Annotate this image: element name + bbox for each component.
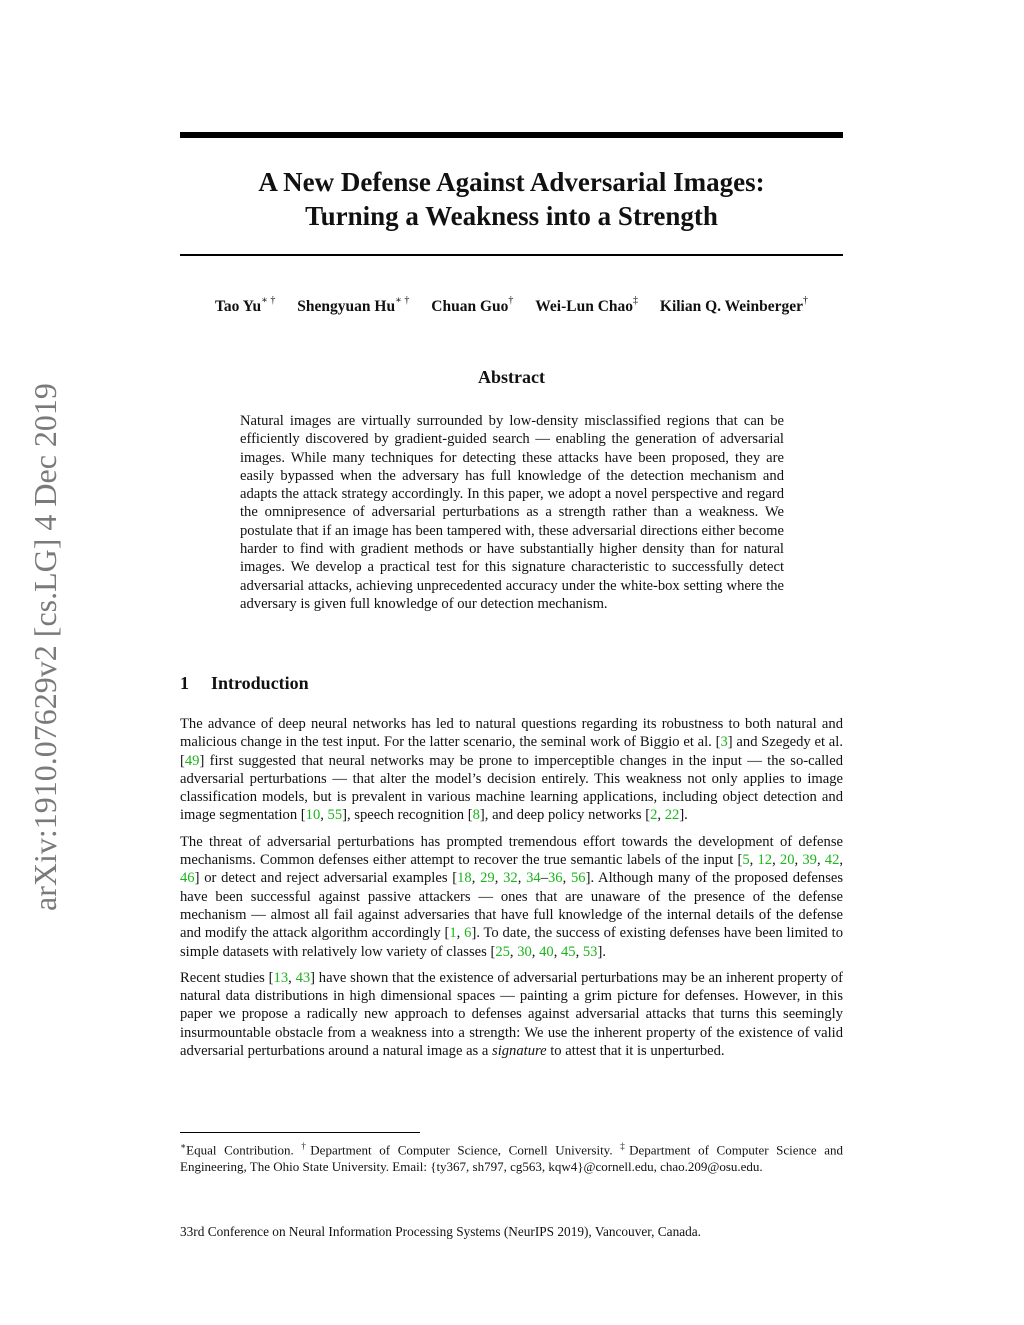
author-name: Tao Yu <box>215 298 262 315</box>
footnote-mark: ‡ <box>620 1141 630 1151</box>
paragraph-text: , <box>657 807 665 824</box>
footnote-mark: † <box>301 1141 311 1151</box>
title-line-1: A New Defense Against Adversarial Images: <box>258 167 765 197</box>
abstract-text: Natural images are virtually surrounded by low-density misclassified regions that can be efficiently discovered by gradient-guided search — enabling the generation of adversarial images. While many techniques for detecting these attacks have been proposed, they are easily bypassed when the adversary has full knowledge of the detection mechanism and adapts the attack strategy accordingly. In this paper, we adopt a novel perspective and regard the omnipresence of adversarial perturbations as a strength rather than a weakness. We postulate that if an image has been tampered with, these adversarial directions either become harder to find with gradient methods or have substantially higher density than for natural images. We develop a practical test for this signature characteristic to successfully detect adversarial attacks, achieving unprecedented accuracy under the white-box setting where the adversary is given full knowledge of our detection mechanism. <box>240 413 784 612</box>
paragraph-text: , <box>562 870 571 887</box>
paragraph-text: , <box>839 852 844 869</box>
paragraph-text: The threat of adversarial perturbations has prompted tremendous effort towards the development of defense mechanisms. Common defenses either attempt to recover the true semantic labels of the input [ <box>180 833 843 869</box>
paper-title <box>180 165 843 233</box>
author-affiliation-mark: ∗ † <box>395 295 410 306</box>
citation-link[interactable]: 53 <box>582 943 598 960</box>
footnote-rule <box>180 1132 420 1133</box>
paragraph-text: , <box>531 943 540 960</box>
author-affiliation-mark: ‡ <box>633 295 639 306</box>
citation-link[interactable]: 45 <box>560 943 576 960</box>
citation-link[interactable]: 34 <box>526 870 541 887</box>
citation-link[interactable]: 20 <box>779 852 795 869</box>
author <box>297 295 410 315</box>
author-name: Shengyuan Hu <box>297 298 396 315</box>
citation-link[interactable]: 5 <box>742 852 750 869</box>
citation-link[interactable]: 36 <box>548 870 563 887</box>
paragraph <box>180 833 843 961</box>
citation-link[interactable]: 25 <box>495 943 510 960</box>
footnote-text: Department of Computer Science, Cornell University. <box>310 1142 621 1158</box>
paragraph-text: to attest that it is unperturbed. <box>546 1043 725 1060</box>
author-name: Chuan Guo <box>431 298 509 315</box>
paragraph-text: The advance of deep neural networks has led to natural questions regarding its robustness to both natural and malicious change in the test input. For the latter scenario, the seminal work of Biggio et al. [ <box>180 716 843 751</box>
author-affiliation-mark: † <box>802 295 808 306</box>
paragraph-text: Recent studies [ <box>180 969 274 986</box>
paragraph-text: ]. To date, the success of existing defenses have been limited to simple datasets with relatively low variety of classes [ <box>180 925 843 960</box>
paragraph-text: ] and Szegedy et al. [ <box>180 734 843 769</box>
paragraph-text: , <box>494 870 504 887</box>
citation-link[interactable]: 49 <box>184 752 200 769</box>
author-affiliation-mark: † <box>508 295 514 306</box>
paragraph-text: , <box>456 925 465 942</box>
paragraph-text: , <box>816 852 825 869</box>
citation-link[interactable]: 56 <box>571 870 586 887</box>
paragraph-text: ] first suggested that neural networks may be prone to imperceptible changes in the input — the so-called adversarial perturbations — that alter the model’s decision entirely. This weakness not only applies to image classification models, but is prevalent in various machine learning applications, including object detection and image segmentation [ <box>180 752 843 824</box>
citation-link[interactable]: 40 <box>539 943 554 960</box>
paragraph-text: , <box>772 852 780 869</box>
author <box>535 295 639 315</box>
footnote-mark: ∗ <box>180 1141 187 1151</box>
author-name: Kilian Q. Weinberger <box>659 298 803 315</box>
paragraph-text: , <box>471 870 481 887</box>
paragraph-text: – <box>540 870 548 887</box>
paragraph-text: , <box>553 943 561 960</box>
section-body <box>180 715 843 1068</box>
author <box>215 295 276 315</box>
citation-link[interactable]: 10 <box>305 807 321 824</box>
paragraph-text: ] or detect and reject adversarial examples [ <box>194 870 458 887</box>
author-list <box>180 295 843 316</box>
paragraph <box>180 715 843 825</box>
title-bottom-rule <box>180 254 843 256</box>
citation-link[interactable]: 29 <box>480 870 495 887</box>
citation-link[interactable]: 6 <box>464 925 472 942</box>
footnote-text: Department of Computer Science and Engineering, The Ohio State University. Email: {ty367, sh797, cg563, kqw4}@cornell.edu, chao.209@osu.edu. <box>180 1142 844 1175</box>
citation-link[interactable]: 2 <box>650 807 658 824</box>
citation-link[interactable]: 3 <box>720 734 728 751</box>
paragraph-text: , <box>794 852 803 869</box>
author-affiliation-mark: ∗ † <box>261 295 276 306</box>
title-top-rule <box>180 132 843 138</box>
paragraph-text: ], and deep policy networks [ <box>479 807 651 824</box>
citation-link[interactable]: 30 <box>517 943 532 960</box>
paragraph-text: , <box>749 852 758 869</box>
citation-link[interactable]: 55 <box>327 807 343 824</box>
citation-link[interactable]: 13 <box>273 969 289 986</box>
paragraph-text: ]. Although many of the proposed defenses have been successful against passive attackers — ones that are unaware of the presence of the defense mechanism — almost all fail against adversaries that have full knowledge of the internal details of the defense and modify the attack algorithm accordingly [ <box>180 870 844 942</box>
author <box>431 295 514 315</box>
paragraph-text: ]. <box>679 807 688 824</box>
section-heading <box>180 673 309 694</box>
paragraph-text: ]. <box>597 943 606 960</box>
paragraph-text: , <box>509 943 518 960</box>
citation-link[interactable]: 32 <box>503 870 518 887</box>
citation-link[interactable]: 8 <box>472 807 480 824</box>
citation-link[interactable]: 12 <box>757 852 773 869</box>
paragraph-text: , <box>517 870 527 887</box>
author <box>659 295 808 315</box>
paragraph <box>180 969 843 1060</box>
citation-link[interactable]: 46 <box>180 870 195 887</box>
conference-note: 33rd Conference on Neural Information Processing Systems (NeurIPS 2019), Vancouver, Canada. <box>180 1224 701 1239</box>
paragraph-text: ] have shown that the existence of adversarial perturbations may be an inherent property of natural data distributions in high dimensional spaces — painting a grim picture for defenses. However, in this paper we propose a radically new approach to defenses against adversarial attacks that turns this seemingly insurmountable obstacle from a weakness into a strength: We use the inherent property of the existence of valid adversarial perturbations around a natural image as a <box>180 969 844 1060</box>
citation-link[interactable]: 42 <box>824 852 840 869</box>
citation-link[interactable]: 43 <box>295 969 311 986</box>
citation-link[interactable]: 1 <box>449 925 457 942</box>
section-title: Introduction <box>211 673 309 693</box>
citation-link[interactable]: 22 <box>664 807 680 824</box>
paragraph-text: , <box>320 807 328 824</box>
section-number: 1 <box>180 673 189 693</box>
title-line-2: Turning a Weakness into a Strength <box>305 201 718 231</box>
footnote-text: Equal Contribution. <box>186 1142 302 1158</box>
emphasis-text: signature <box>492 1043 547 1060</box>
paragraph-text: , <box>288 969 296 986</box>
abstract-heading: Abstract <box>478 367 545 387</box>
paragraph-text: ], speech recognition [ <box>342 807 473 824</box>
citation-link[interactable]: 39 <box>802 852 817 869</box>
footnote <box>180 1138 843 1175</box>
paragraph-text: , <box>575 943 583 960</box>
citation-link[interactable]: 18 <box>457 870 472 887</box>
arxiv-stamp: arXiv:1910.07629v2 [cs.LG] 4 Dec 2019 <box>27 383 63 911</box>
author-name: Wei-Lun Chao <box>535 298 634 315</box>
